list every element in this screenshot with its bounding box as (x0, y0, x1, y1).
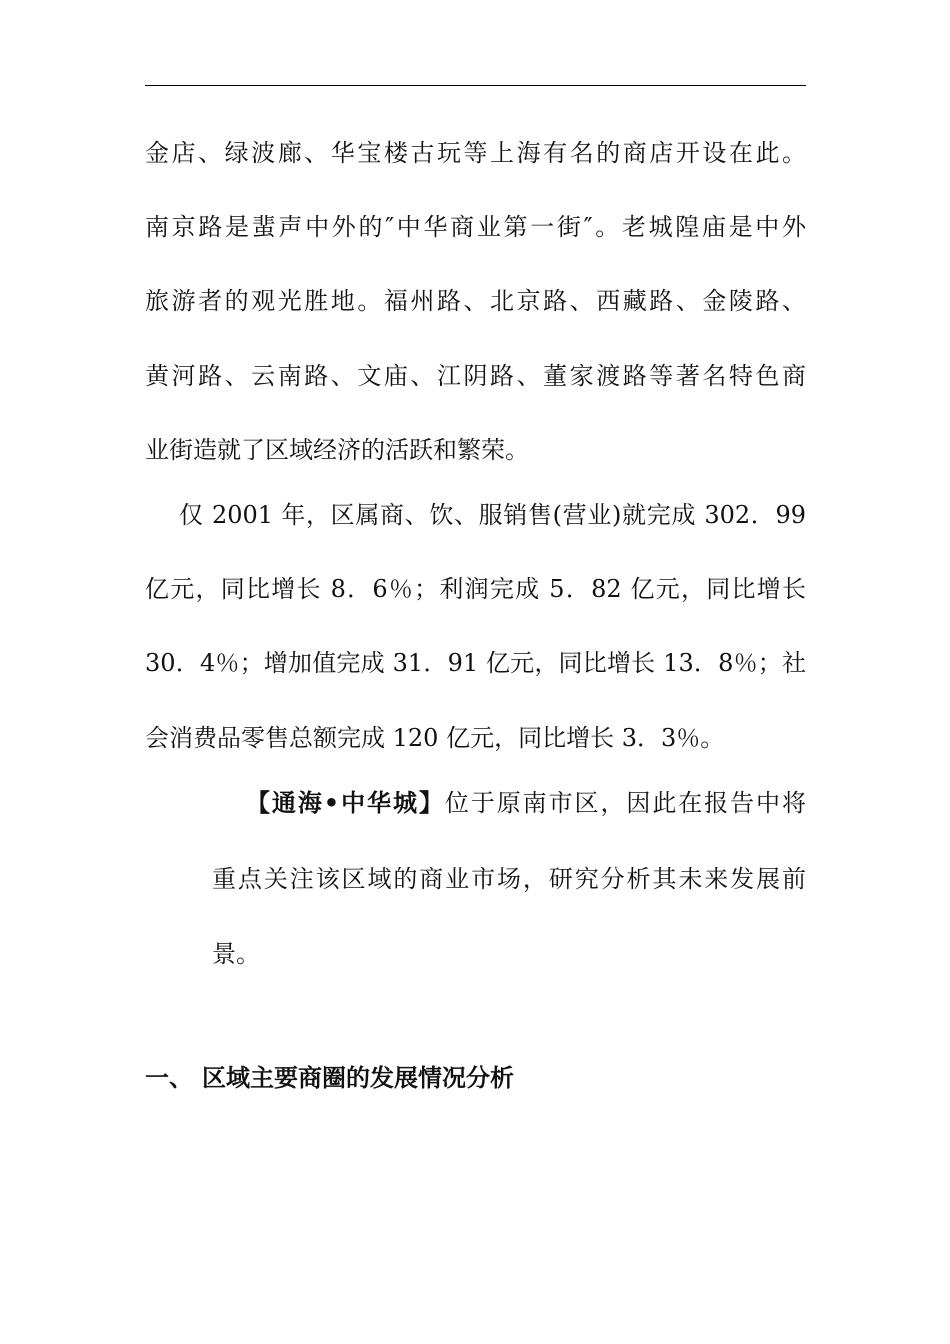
paragraph-line: 旅游者的观光胜地。福州路、北京路、西藏路、金陵路、 (145, 287, 806, 315)
paragraph-line: 金店、绿波廊、华宝楼古玩等上海有名的商店开设在此。 (145, 139, 806, 167)
section-number: 一、 (145, 1064, 193, 1092)
paragraph-line: 仅 2001 年，区属商、饮、服销售(营业)就完成 302．99 (179, 501, 806, 529)
paragraph-line: 黄河路、云南路、文庙、江阴路、董家渡路等著名特色商 (145, 362, 806, 390)
paragraph-text: 位于原南市区，因此在报告中将 (444, 789, 806, 817)
section-title: 区域主要商圈的发展情况分析 (202, 1064, 514, 1092)
paragraph-line (246, 787, 806, 819)
paragraph-line: 南京路是蜚声中外的″中华商业第一街″。老城隍庙是中外 (145, 213, 806, 241)
paragraph-line: 重点关注该区域的商业市场，研究分析其未来发展前 (212, 865, 806, 893)
paragraph-line: 30．4％；增加值完成 31．91 亿元，同比增长 13．8％；社 (145, 649, 806, 677)
paragraph-line: 景。 (212, 940, 260, 968)
paragraph-line: 亿元，同比增长 8．6％；利润完成 5．82 亿元，同比增长 (145, 575, 806, 603)
section-heading (145, 1062, 514, 1094)
paragraph-line: 会消费品零售总额完成 120 亿元，同比增长 3．3％。 (145, 724, 725, 752)
project-name: 【通海•中华城】 (246, 789, 445, 817)
header-rule (145, 85, 806, 86)
paragraph-line: 业街造就了区域经济的活跃和繁荣。 (145, 436, 529, 464)
